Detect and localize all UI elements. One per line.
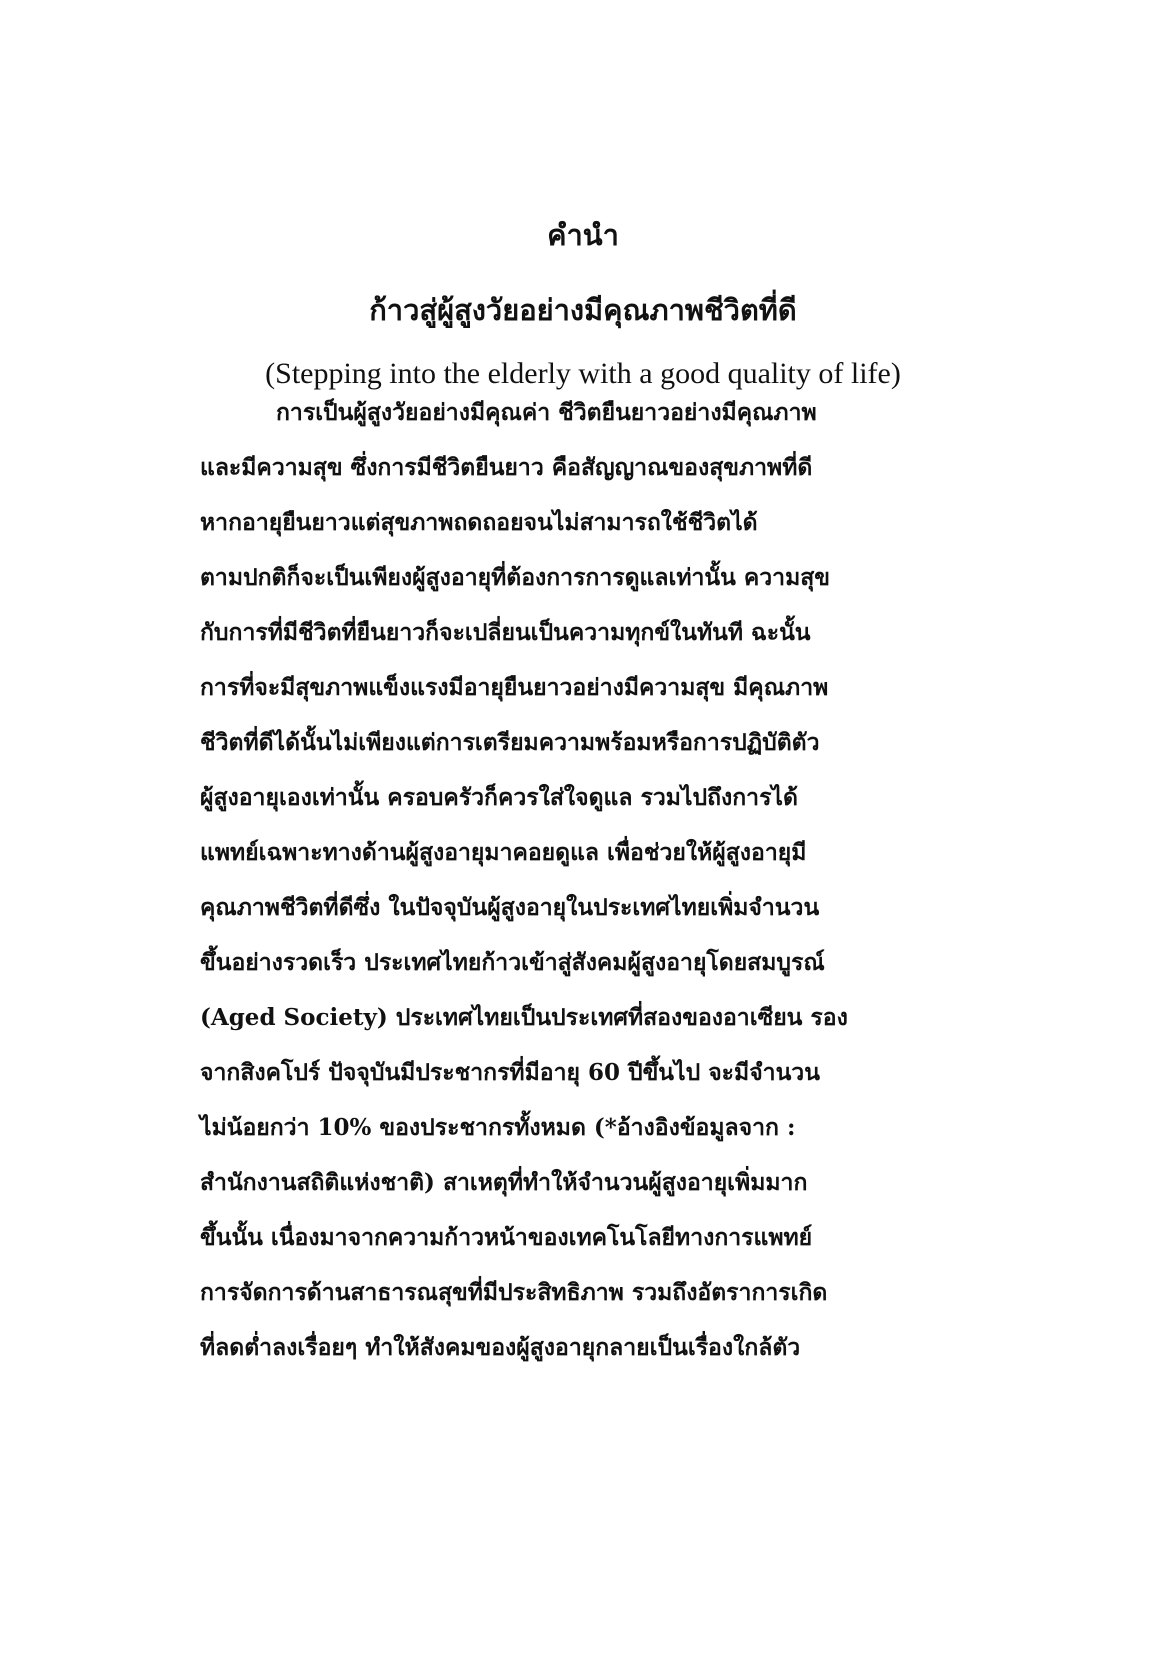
body-line: ขึ้นอย่างรวดเร็ว ประเทศไทยก้าวเข้าสู่สังคมผู้สูงอายุโดยสมบูรณ์ xyxy=(200,949,825,976)
body-line: ที่ลดต่ำลงเรื่อยๆ ทำให้สังคมของผู้สูงอายุกลายเป็นเรื่องใกล้ตัว xyxy=(200,1334,801,1361)
body-line: สำนักงานสถิติแห่งชาติ) สาเหตุที่ทำให้จำนวนผู้สูงอายุเพิ่มมาก xyxy=(200,1169,808,1196)
document-subtitle: (Stepping into the elderly with a good quality of life) xyxy=(265,357,901,390)
body-line: ไม่น้อยกว่า 10% ของประชากรทั้งหมด (*อ้างอิงข้อมูลจาก : xyxy=(200,1114,796,1141)
body-line: (Aged Society) ประเทศไทยเป็นประเทศที่สองของอาเซียน รอง xyxy=(200,1004,848,1031)
body-line: ขึ้นนั้น เนื่องมาจากความก้าวหน้าของเทคโนโลยีทางการแพทย์ xyxy=(200,1224,813,1251)
body-line: การเป็นผู้สูงวัยอย่างมีคุณค่า ชีวิตยืนยาวอย่างมีคุณภาพ xyxy=(276,399,817,426)
body-line: หากอายุยืนยาวแต่สุขภาพถดถอยจนไม่สามารถใช้ชีวิตได้ xyxy=(200,509,758,536)
body-line: ตามปกติก็จะเป็นเพียงผู้สูงอายุที่ต้องการการดูแลเท่านั้น ความสุข xyxy=(200,564,831,591)
body-line: คุณภาพชีวิตที่ดีซึ่ง ในปัจจุบันผู้สูงอายุในประเทศไทยเพิ่มจำนวน xyxy=(200,894,820,921)
body-line: การที่จะมีสุขภาพแข็งแรงมีอายุยืนยาวอย่างมีความสุข มีคุณภาพ xyxy=(200,674,829,701)
document-title: ก้าวสู่ผู้สูงวัยอย่างมีคุณภาพชีวิตที่ดี xyxy=(369,293,797,327)
body-line: ผู้สูงอายุเองเท่านั้น ครอบครัวก็ควรใส่ใจดูแล รวมไปถึงการได้ xyxy=(200,784,798,811)
body-line: และมีความสุข ซึ่งการมีชีวิตยืนยาว คือสัญญาณของสุขภาพที่ดี xyxy=(200,454,813,481)
preface-heading: คำนำ xyxy=(547,218,619,252)
body-line: แพทย์เฉพาะทางด้านผู้สูงอายุมาคอยดูแล เพื่อช่วยให้ผู้สูงอายุมี xyxy=(200,839,807,866)
body-line: จากสิงคโปร์ ปัจจุบันมีประชากรที่มีอายุ 60 ปีขึ้นไป จะมีจำนวน xyxy=(200,1059,820,1086)
body-line: การจัดการด้านสาธารณสุขที่มีประสิทธิภาพ รวมถึงอัตราการเกิด xyxy=(200,1279,828,1306)
body-line: ชีวิตที่ดีได้นั้นไม่เพียงแต่การเตรียมความพร้อมหรือการปฏิบัติตัว xyxy=(200,729,820,756)
body-line: กับการที่มีชีวิตที่ยืนยาวก็จะเปลี่ยนเป็นความทุกข์ในทันที ฉะนั้น xyxy=(200,619,811,646)
